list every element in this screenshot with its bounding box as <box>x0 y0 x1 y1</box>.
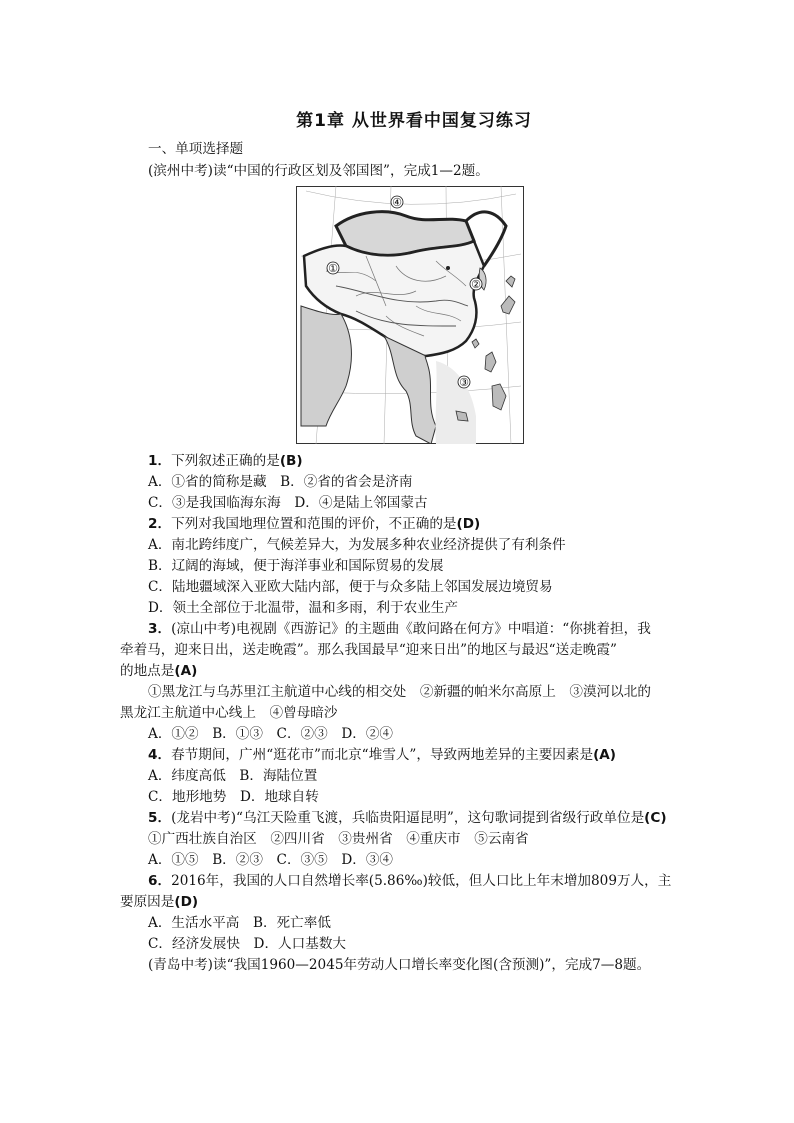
q6-options-cd: C．经济发展快 D．人口基数大 <box>148 936 347 952</box>
map-label-3: ③ <box>459 376 469 389</box>
map-label-2: ② <box>471 278 481 291</box>
intro-map-questions: (滨州中考)读“中国的行政区划及邻国图”，完成1—2题。 <box>148 163 489 179</box>
map-label-4: ④ <box>392 196 402 209</box>
intro-chart-questions: (青岛中考)读“我国1960—2045年劳动人口增长率变化图(含预测)”，完成7—8题。 <box>148 957 651 973</box>
question-stem: (龙岩中考)“乌江天险重飞渡，兵临贵阳逼昆明”，这句歌词提到省级行政单位是 <box>171 810 645 826</box>
answer: (A) <box>174 663 198 679</box>
answer: (A) <box>593 747 617 763</box>
question-number: 6． <box>148 873 172 889</box>
question-stem: 下列叙述正确的是 <box>171 453 280 469</box>
map-label-1: ① <box>328 262 338 275</box>
q3-stem-text: 的地点是 <box>120 663 175 679</box>
question-number: 3． <box>148 621 172 637</box>
q3-items-line2: 黑龙江主航道中心线上 ④曾母暗沙 <box>120 705 338 721</box>
question-stem: 下列对我国地理位置和范围的评价，不正确的是 <box>171 516 457 532</box>
question-3 <box>148 620 651 638</box>
question-6 <box>148 872 671 890</box>
question-stem: 春节期间，广州“逛花市”而北京“堆雪人”，导致两地差异的主要因素是 <box>171 747 594 763</box>
q4-options-cd: C．地形地势 D．地球自转 <box>148 789 319 805</box>
answer: (C) <box>644 810 667 826</box>
question-stem-line1: (凉山中考)电视剧《西游记》的主题曲《敢问路在何方》中唱道：“你挑着担，我 <box>171 621 651 637</box>
q6-stem-line2 <box>120 893 198 911</box>
q4-options-ab: A．纬度高低 B．海陆位置 <box>148 768 318 784</box>
answer: (B) <box>279 453 303 469</box>
answer: (D) <box>174 894 199 910</box>
q3-items-line1: ①黑龙江与乌苏里江主航道中心线的相交处 ②新疆的帕米尔高原上 ③漠河以北的 <box>148 684 651 700</box>
question-number: 4． <box>148 747 172 763</box>
answer: (D) <box>456 516 481 532</box>
q3-stem-line3 <box>120 662 197 680</box>
q2-option-b: B．辽阔的海域，便于海洋事业和国际贸易的发展 <box>148 558 444 574</box>
question-1 <box>148 452 303 470</box>
q3-options: A．①② B．①③ C．②③ D．②④ <box>148 726 394 742</box>
q6-options-ab: A．生活水平高 B．死亡率低 <box>148 915 331 931</box>
question-5 <box>148 809 667 827</box>
q1-options-cd: C．③是我国临海东海 D．④是陆上邻国蒙古 <box>148 495 428 511</box>
question-4 <box>148 746 616 764</box>
q2-option-d: D．领土全部位于北温带，温和多雨，利于农业生产 <box>148 600 458 616</box>
china-admin-map <box>296 186 524 444</box>
q3-stem-line2: 牵着马，迎来日出，送走晚霞”。那么我国最早“迎来日出”的地区与最迟“送走晚霞” <box>120 642 617 658</box>
q1-options-ab: A．①省的简称是藏 B．②省的省会是济南 <box>148 474 413 490</box>
q2-option-c: C．陆地疆域深入亚欧大陆内部，便于与众多陆上邻国发展边境贸易 <box>148 579 553 595</box>
q2-option-a: A．南北跨纬度广，气候差异大，为发展多种农业经济提供了有利条件 <box>148 537 566 553</box>
q6-stem-text: 要原因是 <box>120 894 175 910</box>
question-2 <box>148 515 480 533</box>
q5-items: ①广西壮族自治区 ②四川省 ③贵州省 ④重庆市 ⑤云南省 <box>148 831 529 847</box>
section-heading: 一、单项选择题 <box>148 141 244 157</box>
question-number: 5． <box>148 810 172 826</box>
page-title: 第1章 从世界看中国复习练习 <box>296 111 532 131</box>
question-number: 2． <box>148 516 172 532</box>
question-stem-line1: 2016年，我国的人口自然增长率(5.86‰)较低，但人口比上年末增加809万人，主 <box>171 873 672 889</box>
question-number: 1． <box>148 453 172 469</box>
q5-options: A．①⑤ B．②③ C．③⑤ D．③④ <box>148 852 394 868</box>
